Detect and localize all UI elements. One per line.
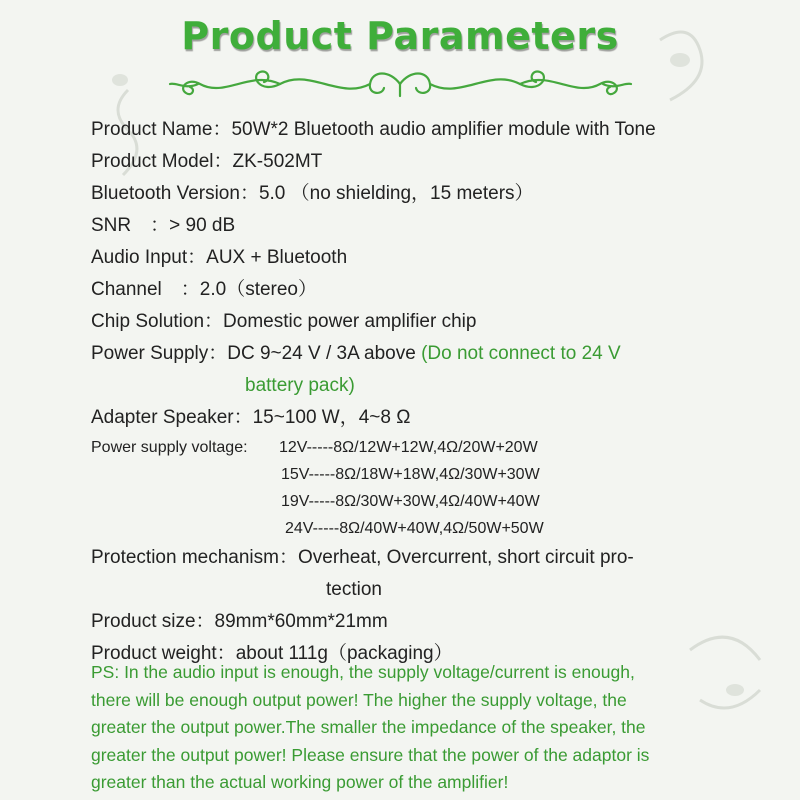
ps-note-line: greater than the actual working power of the amplifier! bbox=[91, 772, 509, 792]
param-label: Product Name： bbox=[91, 119, 232, 140]
power-voltage-row: 19V-----8Ω/30W+30W,4Ω/40W+40W bbox=[281, 493, 540, 510]
power-voltage-table bbox=[91, 434, 781, 542]
power-voltage-row: 24V-----8Ω/40W+40W,4Ω/50W+50W bbox=[285, 520, 544, 537]
param-adapter-speaker bbox=[91, 402, 781, 434]
param-value: 89mm*60mm*21mm bbox=[214, 611, 388, 632]
param-label: Channel ： bbox=[91, 279, 200, 300]
param-product-model bbox=[91, 146, 781, 178]
param-label: Chip Solution： bbox=[91, 311, 224, 332]
param-protection bbox=[91, 542, 781, 574]
power-voltage-row: 15V-----8Ω/18W+18W,4Ω/30W+30W bbox=[281, 466, 540, 483]
param-snr bbox=[91, 210, 781, 242]
param-value: Domestic power amplifier chip bbox=[223, 311, 477, 332]
ps-note bbox=[91, 659, 731, 797]
param-label: Power Supply： bbox=[91, 343, 228, 364]
param-label: Audio Input： bbox=[91, 247, 207, 268]
param-label: Product weight： bbox=[91, 643, 236, 664]
param-product-size bbox=[91, 606, 781, 638]
power-supply-warning-continued: battery pack) bbox=[245, 375, 355, 396]
param-audio-input bbox=[91, 242, 781, 274]
param-label: Adapter Speaker： bbox=[91, 407, 253, 428]
param-label: Protection mechanism： bbox=[91, 547, 298, 568]
param-value: 50W*2 Bluetooth audio amplifier module with Tone bbox=[231, 119, 656, 140]
ps-note-line: greater the output power! Please ensure that the power of the adaptor is bbox=[91, 744, 650, 765]
ps-note-line: there will be enough output power! The higher the supply voltage, the bbox=[91, 689, 627, 710]
param-value: > 90 dB bbox=[169, 215, 236, 236]
ps-note-line: greater the output power.The smaller the impedance of the speaker, the bbox=[91, 717, 646, 737]
param-value: Overheat, Overcurrent, short circuit pro- bbox=[297, 547, 634, 568]
param-value: ZK-502MT bbox=[232, 151, 323, 172]
param-value: about 111g（packaging） bbox=[235, 643, 453, 664]
param-value: 2.0（stereo） bbox=[199, 279, 318, 300]
power-voltage-rows bbox=[279, 434, 544, 542]
power-supply-warning: (Do not connect to 24 V bbox=[421, 343, 621, 364]
decorative-flourish-icon bbox=[168, 66, 633, 102]
param-value: AUX + Bluetooth bbox=[206, 247, 348, 268]
param-label: Product Model： bbox=[91, 151, 233, 172]
param-label: SNR ： bbox=[91, 215, 170, 236]
param-value: 5.0 （no shielding，15 meters） bbox=[258, 183, 534, 204]
param-product-name bbox=[91, 114, 781, 146]
param-label: Product size： bbox=[91, 611, 215, 632]
param-bluetooth-version bbox=[91, 178, 781, 210]
param-channel bbox=[91, 274, 781, 306]
param-power-supply bbox=[91, 338, 781, 370]
parameter-list bbox=[91, 114, 781, 670]
param-label: Bluetooth Version： bbox=[91, 183, 259, 204]
param-value: DC 9~24 V / 3A above bbox=[227, 343, 416, 364]
param-value: 15~100 W，4~8 Ω bbox=[252, 407, 411, 428]
power-voltage-label: Power supply voltage: bbox=[91, 439, 248, 456]
param-chip-solution bbox=[91, 306, 781, 338]
ps-note-line: PS: In the audio input is enough, the supply voltage/current is enough, bbox=[91, 662, 635, 682]
param-protection-continued: tection bbox=[326, 579, 382, 600]
page-title: Product Parameters bbox=[181, 14, 619, 58]
power-voltage-row: 12V-----8Ω/12W+12W,4Ω/20W+20W bbox=[279, 439, 538, 456]
